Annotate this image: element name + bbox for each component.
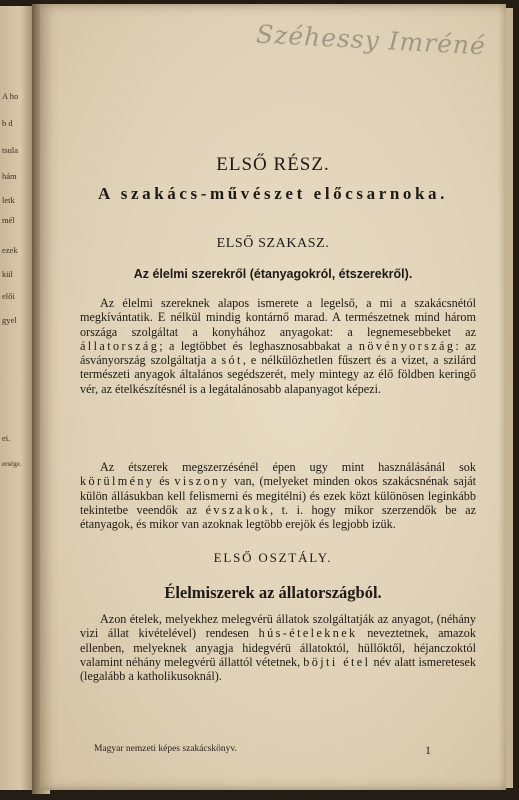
left-page-fragment: tsula xyxy=(2,145,19,155)
text-run: , e nélkülözhetlen fűszert és a vizet, a szilárd természeti anyagok általános segédszerét, mely mintegy az élő földben keringő vér, az ételkészítésnél is a legátalánosabb alapanyagot képezi. xyxy=(80,353,476,396)
spaced-term: sót xyxy=(221,353,243,368)
footer-book-title: Magyar nemzeti képes szakácskönyv. xyxy=(94,744,237,754)
topic-title: Az élelmi szerekről (étanyagokról, étszerekről). xyxy=(133,267,413,281)
left-page-edge xyxy=(0,6,34,790)
text-run: Az étszerek megszerzésénél épen ugy mint használásánál sok xyxy=(100,460,476,474)
text-run: és xyxy=(154,474,175,489)
left-page-fragment: letk xyxy=(2,195,15,205)
left-page-fragment: hám xyxy=(2,171,17,181)
handwritten-signature: Széhessy Imréné xyxy=(255,19,487,61)
text-run: , t. i. hogy mikor szerzendők be az étanyagok, és mikor van azoknak legtöbb erejök és legjobb izük. xyxy=(80,502,476,532)
left-page-fragment: ei. xyxy=(2,433,11,443)
part-subtitle: A szakács-művészet előcsarnoka. xyxy=(97,184,449,203)
left-page-fragment: A ho xyxy=(2,91,19,101)
left-page-fragment: ezek xyxy=(2,245,18,255)
left-page-fragment: ersége. xyxy=(2,460,22,468)
text-run: név alatt ismeretesek (legalább a katholikusoknál). xyxy=(80,654,476,684)
part-title: ELSŐ RÉSZ. xyxy=(216,154,330,175)
text-run: Azon ételek, melyekhez melegvérü állatok szolgáltatják az anyagot, (néhány vizi állat kivételével) rendesen xyxy=(80,612,476,641)
class-title: ELSŐ OSZTÁLY. xyxy=(213,550,333,565)
spaced-term: állatország xyxy=(80,338,160,353)
left-page-fragment: elői xyxy=(2,291,15,301)
subtopic-title: Élelmiszerek az állatországból. xyxy=(164,583,382,602)
signature-mark: 1 xyxy=(425,743,431,757)
section-title: ELSŐ SZAKASZ. xyxy=(216,236,330,251)
text-run: van, (melyeket minden okos szakácsnénak saját külön állásukban kell felismerni és megitélni) és ezek közt különösen leginkább tekintetbe veendők az xyxy=(80,474,476,517)
book-page xyxy=(40,4,506,790)
left-page-fragment: kül xyxy=(2,269,13,279)
spaced-term: évszakok xyxy=(205,502,271,517)
left-page-fragment: mél xyxy=(2,215,15,225)
left-page-fragment: gyel xyxy=(2,315,17,325)
text-run: Az élelmi szereknek alapos ismerete a legelső, a mi a szakácsnétól megkívántatik. E nélkül mindig kontárnő marad. A természetnek mind három országa szolgáltat a konyhához anyagokat: a legnemesebbeket az xyxy=(80,296,476,339)
left-page-fragment: b d xyxy=(2,118,13,128)
paragraph-2 xyxy=(80,460,476,531)
spaced-term: böjti étel xyxy=(303,654,371,669)
text-run: ; a legtöbbet és leghasznosabbakat a xyxy=(159,338,359,353)
spaced-term: körülmény xyxy=(80,474,155,489)
paragraph-1 xyxy=(80,296,476,396)
spaced-term: viszony xyxy=(174,474,230,489)
paragraph-3 xyxy=(80,612,476,683)
text-run: neveztetnek, amazok ellenben, melyeknek anyagja hidegvérü állatoktól, hüllőktől, héjanczoktól valamint néhány melegvérü állattól vétetnek, xyxy=(80,626,476,669)
page-stack-edge xyxy=(505,8,513,788)
spaced-term: hús-ételeknek xyxy=(258,626,358,641)
spaced-term: növényország xyxy=(358,338,456,353)
text-run: : az ásványország szolgáltatja a xyxy=(80,338,476,368)
